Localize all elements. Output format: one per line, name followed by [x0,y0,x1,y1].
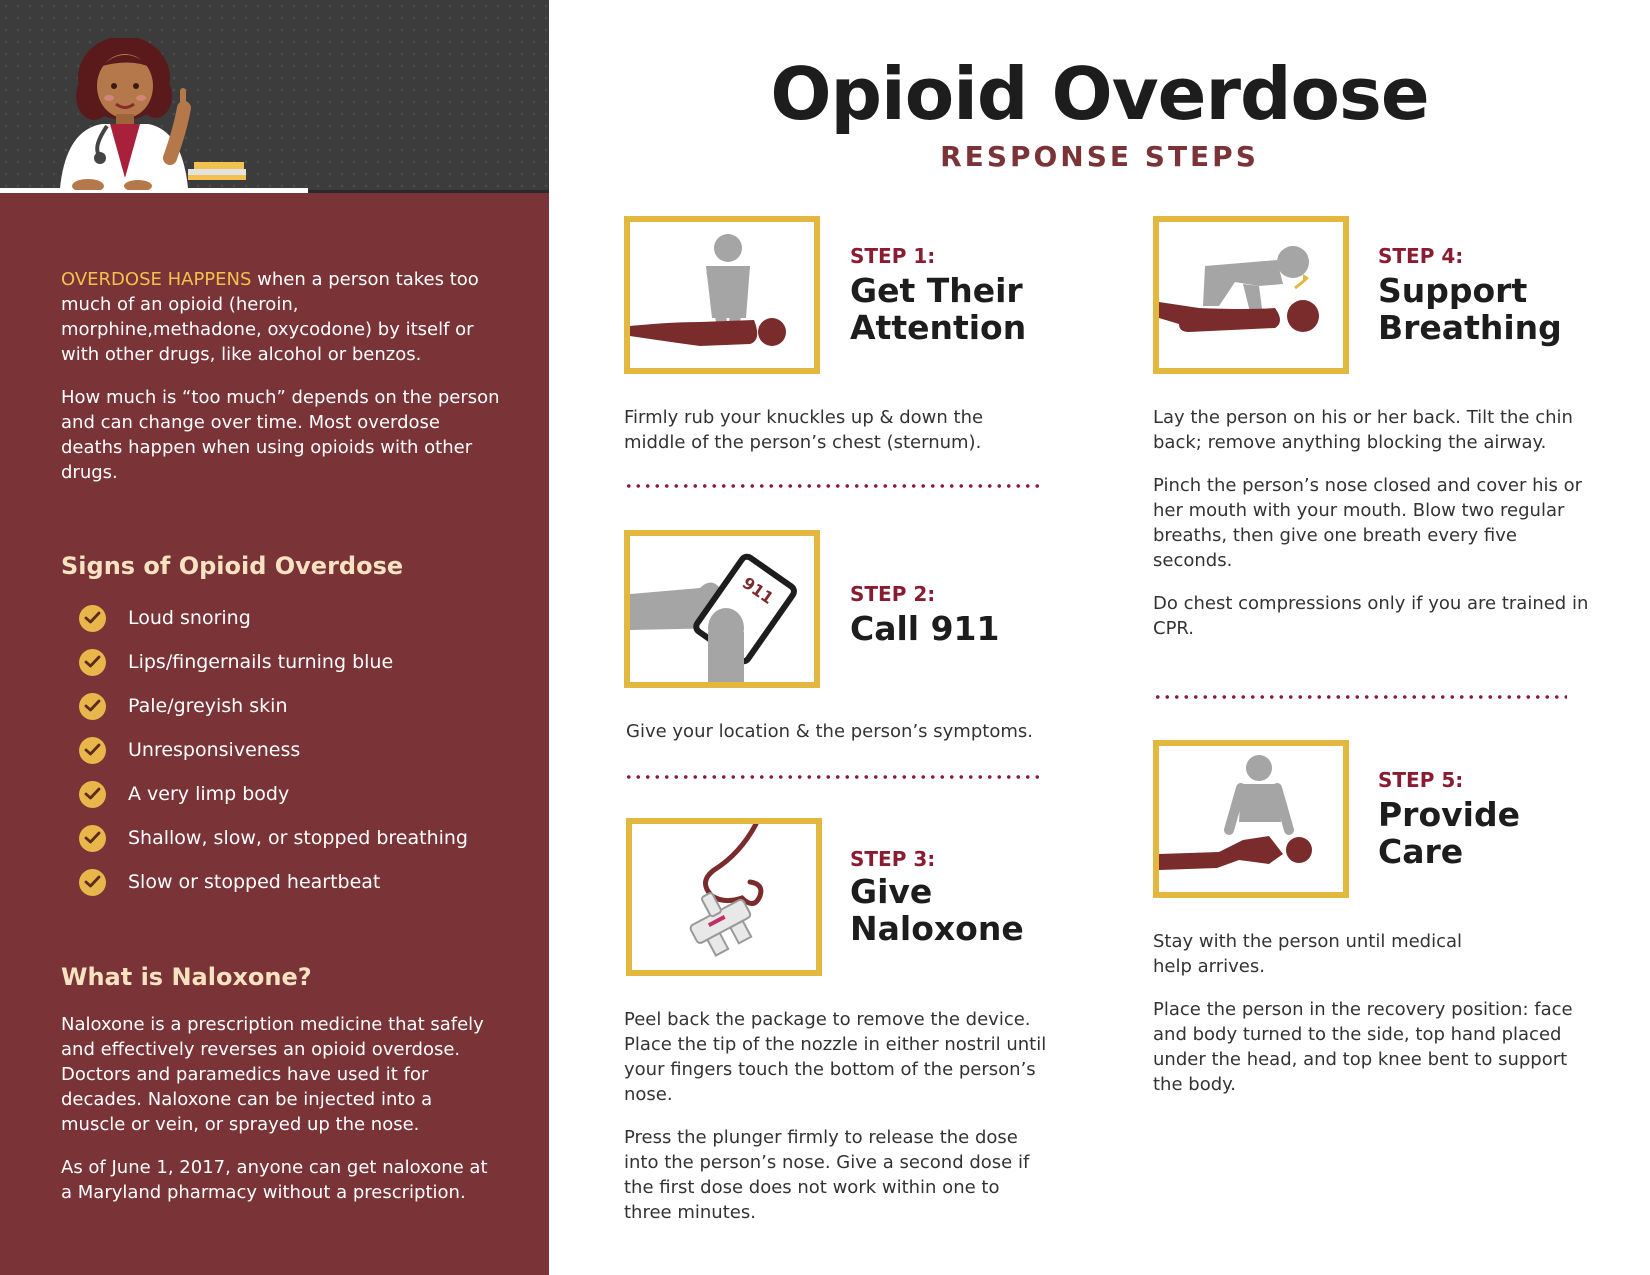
signs-list [79,596,468,904]
naloxone-paragraph-2: As of June 1, 2017, anyone can get naloxone at a Maryland pharmacy without a prescription. [61,1157,488,1203]
signs-heading: Signs of Opioid Overdose [61,552,404,580]
dotted-divider [1153,695,1567,699]
naloxone-heading: What is Naloxone? [61,963,312,991]
list-item: Slow or stopped heartbeat [79,860,468,904]
step-2-description: Give your location & the person’s symptoms. [626,721,1033,742]
list-item: Loud snoring [79,596,468,640]
naloxone-text [61,1012,501,1223]
intro-body: when a person takes too much of an opioid (heroin, morphine,methadone, oxycodone) by itself or with other drugs, like alcohol or benzos. [61,269,479,365]
list-item: Lips/fingernails turning blue [79,640,468,684]
list-item: A very limp body [79,772,468,816]
step-2-image [624,530,820,688]
page-title: Opioid Overdose [770,52,1429,136]
step-2-title: Call 911 [850,609,1000,648]
step-4-label: STEP 4: [1378,244,1464,268]
nasal-spray-icon [632,824,816,970]
step-5-description: Stay with the person until medical help arrives. Place the person in the recovery position: face and body turned to the side, top hand placed under the head, and top knee bent to support the body. [1153,931,1573,1095]
dotted-divider [624,484,1042,488]
step-2-label: STEP 2: [850,582,936,606]
step-5-label: STEP 5: [1378,768,1464,792]
intro-paragraph [61,267,501,367]
check-icon [79,781,106,808]
check-icon [79,869,106,896]
list-item: Unresponsiveness [79,728,468,772]
step-3-description: Peel back the package to remove the device. Place the tip of the nozzle in either nostril until your fingers touch the bottom of the person’s nose. Press the plunger firmly to release the dose into the person’s nose. Give a second dose if the first dose does not work within one to three minutes. [624,1009,1047,1223]
check-icon [79,737,106,764]
phone-911-icon [630,536,814,682]
step-5-image [1153,740,1349,898]
list-item: Shallow, slow, or stopped breathing [79,816,468,860]
step-1-image [624,216,820,374]
page-subtitle: RESPONSE STEPS [940,140,1259,173]
step-1-description: Firmly rub your knuckles up & down the middle of the person’s chest (sternum). [624,407,984,453]
check-icon [79,605,106,632]
dotted-divider [624,775,1042,779]
check-icon [79,649,106,676]
step-1-label: STEP 1: [850,244,936,268]
step-1-title: Get Their Attention [850,271,1027,347]
step-4-title: Support Breathing [1378,271,1562,347]
intro-paragraph-2: How much is “too much” depends on the person and can change over time. Most overdose deaths happen when using opioids with other drugs. [61,387,500,483]
step-5-title: Provide Care [1378,795,1520,871]
step-4-image [1153,216,1349,374]
step-4-description: Lay the person on his or her back. Tilt the chin back; remove anything blocking the airway. Pinch the person’s nose closed and cover his or her mouth with your mouth. Blow two regular breaths, then give one breath every five seconds. Do chest compressions only if you are trained in CPR. [1153,407,1589,639]
check-icon [79,825,106,852]
chest-rub-icon [630,222,814,368]
check-icon [79,693,106,720]
intro-text [61,267,501,503]
list-item: Pale/greyish skin [79,684,468,728]
intro-highlight: OVERDOSE HAPPENS [61,269,252,290]
naloxone-paragraph-1: Naloxone is a prescription medicine that safely and effectively reverses an opioid overdose. Doctors and paramedics have used it for decades. Naloxone can be injected into a muscle or vein, or sprayed up the nose. [61,1014,484,1135]
left-panel [0,0,549,1275]
step-3-label: STEP 3: [850,847,936,871]
phone-911-text: 911 [738,573,778,608]
step-3-title: Give Naloxone [850,872,1024,948]
doctor-illustration-icon [52,38,264,190]
rescue-breathing-icon [1159,222,1343,368]
recovery-position-icon [1159,746,1343,892]
step-3-image [626,818,822,976]
